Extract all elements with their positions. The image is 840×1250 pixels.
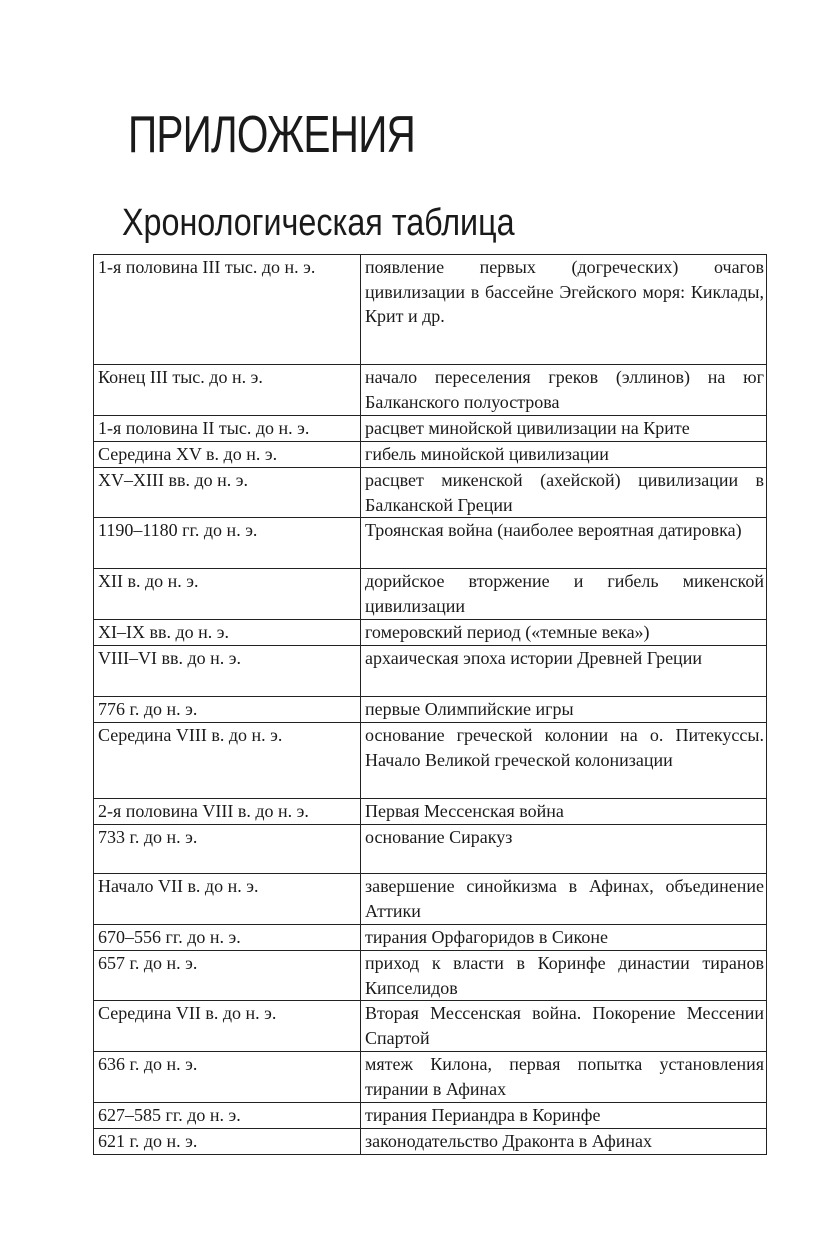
table-row [94,925,767,951]
row-date: Конец III тыс. до н. э. [94,365,361,416]
section-title: Хронологическая таблица [122,202,515,244]
row-date: 636 г. до н. э. [94,1052,361,1103]
table-row [94,646,767,697]
row-date: 1-я половина III тыс. до н. э. [94,255,361,365]
row-event: мятеж Килона, первая попытка установления тирании в Афинах [361,1052,767,1103]
row-date: Середина XV в. до н. э. [94,442,361,468]
row-event: тирания Орфагоридов в Сиконе [361,925,767,951]
table-row [94,1001,767,1052]
row-event: приход к власти в Коринфе династии тиранов Кипселидов [361,951,767,1001]
table-row [94,255,767,365]
row-event: первые Олимпийские игры [361,697,767,723]
row-event: основание греческой колонии на о. Питекуссы. Начало Великой греческой колонизации [361,723,767,799]
row-event: начало переселения греков (эллинов) на юг Балканского полуострова [361,365,767,416]
row-event: дорийское вторжение и гибель микенской цивилизации [361,569,767,620]
page-title: ПРИЛОЖЕНИЯ [128,106,416,164]
row-event: законодательство Драконта в Афинах [361,1129,767,1155]
table-row [94,1129,767,1155]
table-row [94,1052,767,1103]
chronology-table [93,254,767,1155]
row-date: 733 г. до н. э. [94,825,361,874]
row-date: 657 г. до н. э. [94,951,361,1001]
table-row [94,518,767,569]
table-row [94,620,767,646]
table-row [94,951,767,1001]
row-date: 1190–1180 гг. до н. э. [94,518,361,569]
table-row [94,799,767,825]
row-event: архаическая эпоха истории Древней Греции [361,646,767,697]
row-date: Начало VII в. до н. э. [94,874,361,925]
row-event: появление первых (догреческих) очагов цивилизации в бассейне Эгейского моря: Киклады, Крит и др. [361,255,767,365]
row-event: основание Сиракуз [361,825,767,874]
row-event: гомеровский период («темные века») [361,620,767,646]
table-row [94,569,767,620]
table-row [94,1103,767,1129]
row-date: XII в. до н. э. [94,569,361,620]
table-row [94,825,767,874]
table-row [94,723,767,799]
row-date: VIII–VI вв. до н. э. [94,646,361,697]
row-date: 621 г. до н. э. [94,1129,361,1155]
row-event: Троянская война (наиболее вероятная датировка) [361,518,767,569]
row-event: тирания Периандра в Коринфе [361,1103,767,1129]
row-date: XV–XIII вв. до н. э. [94,468,361,518]
row-date: XI–IX вв. до н. э. [94,620,361,646]
row-date: Середина VIII в. до н. э. [94,723,361,799]
row-date: 2-я половина VIII в. до н. э. [94,799,361,825]
table-row [94,697,767,723]
row-date: 627–585 гг. до н. э. [94,1103,361,1129]
row-date: 670–556 гг. до н. э. [94,925,361,951]
table-row [94,874,767,925]
row-date: 776 г. до н. э. [94,697,361,723]
table-row [94,365,767,416]
table-row [94,416,767,442]
row-date: Середина VII в. до н. э. [94,1001,361,1052]
row-event: расцвет микенской (ахейской) цивилизации в Балканской Греции [361,468,767,518]
table-row [94,442,767,468]
row-event: расцвет минойской цивилизации на Крите [361,416,767,442]
row-event: Вторая Мессенская война. Покорение Мессении Спартой [361,1001,767,1052]
table-row [94,468,767,518]
row-event: завершение синойкизма в Афинах, объединение Аттики [361,874,767,925]
row-event: гибель минойской цивилизации [361,442,767,468]
row-event: Первая Мессенская война [361,799,767,825]
row-date: 1-я половина II тыс. до н. э. [94,416,361,442]
